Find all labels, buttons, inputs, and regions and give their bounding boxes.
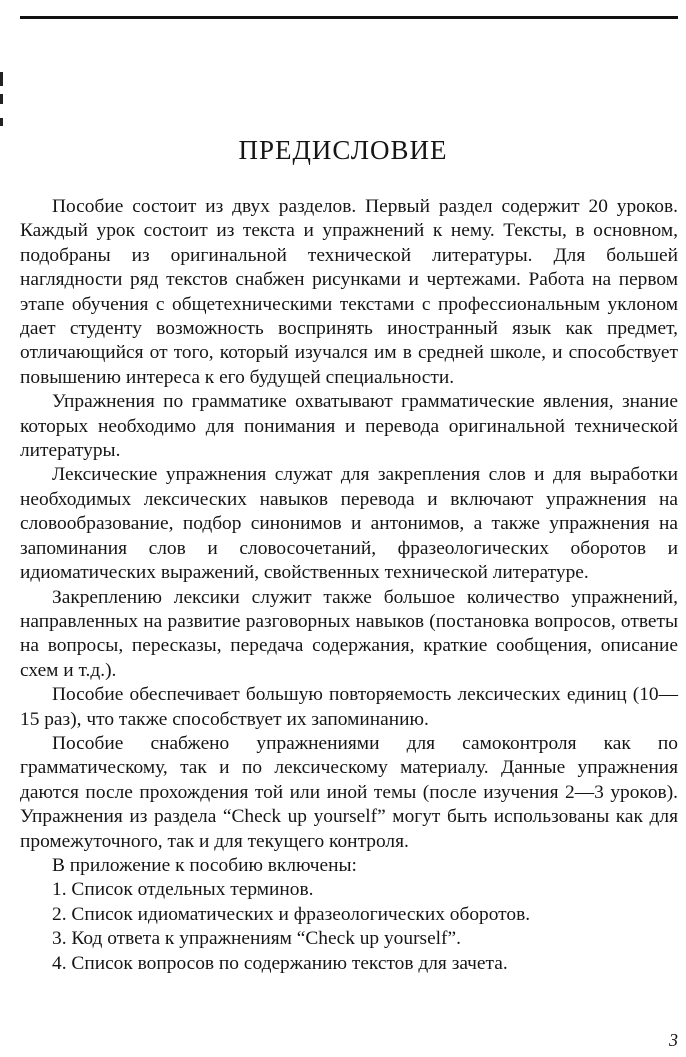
- list-item: 4. Список вопросов по содержанию текстов для зачета.: [52, 952, 508, 974]
- list-item: 3. Код ответа к упражнениям “Check up yourself”.: [52, 928, 461, 950]
- paragraph: Упражнения по грамматике охватывают грамматические явления, знание которых необходимо для понимания и перевода оригинальной технической литературы.: [20, 391, 678, 462]
- scan-mark: [0, 94, 3, 104]
- paragraph: Закреплению лексики служит также большое количество упражнений, направленных на развитие разговорных навыков (постановка вопросов, ответы на вопросы, пересказы, передача содержания, краткие сообщения, описание схем и т.д.).: [20, 586, 678, 681]
- list-item: 2. Список идиоматических и фразеологических оборотов.: [52, 903, 531, 925]
- list-item: 1. Список отдельных терминов.: [52, 879, 314, 901]
- page-number: 3: [669, 1030, 678, 1050]
- paragraph: Пособие состоит из двух разделов. Первый раздел содержит 20 уроков. Каждый урок состоит из текста и упражнений к нему. Тексты, в основном, подобраны из оригинальной технической литературы. Для большей наглядности ряд текстов снабжен рисунками и чертежами. Работа на первом этапе обучения с общетехническими текстами с профессиональным уклоном дает студенту возможность воспринять иностранный язык как предмет, отличающийся от того, который изучался им в средней школе, и способствует повышению интереса к его будущей специальности.: [20, 196, 678, 388]
- top-rule: [20, 16, 678, 19]
- appendix-list: [20, 854, 678, 976]
- paragraph: Пособие снабжено упражнениями для самоконтроля как по грамматическому, так и по лексическому материалу. Данные упражнения даются после прохождения той или иной темы (после изучения 2—3 уроков). Упражнения из раздела “Check up yourself” могут быть использованы как для промежуточного, так и для текущего контроля.: [20, 732, 678, 852]
- preface-body: [20, 195, 678, 976]
- paragraph: Пособие обеспечивает большую повторяемость лексических единиц (10—15 раз), что также способствует их запоминанию.: [20, 684, 678, 730]
- scan-mark: [0, 118, 3, 126]
- scan-mark: [0, 72, 3, 86]
- appendix-lead: В приложение к пособию включены:: [52, 854, 357, 876]
- paragraph: Лексические упражнения служат для закрепления слов и для выработки необходимых лексических навыков перевода и включают упражнения на словообразование, подбор синонимов и антонимов, а также упражнения на запоминания слов и словосочетаний, фразеологических оборотов и идиоматических выражений, свойственных технической литературе.: [20, 464, 678, 584]
- page-title: ПРЕДИСЛОВИЕ: [238, 135, 448, 165]
